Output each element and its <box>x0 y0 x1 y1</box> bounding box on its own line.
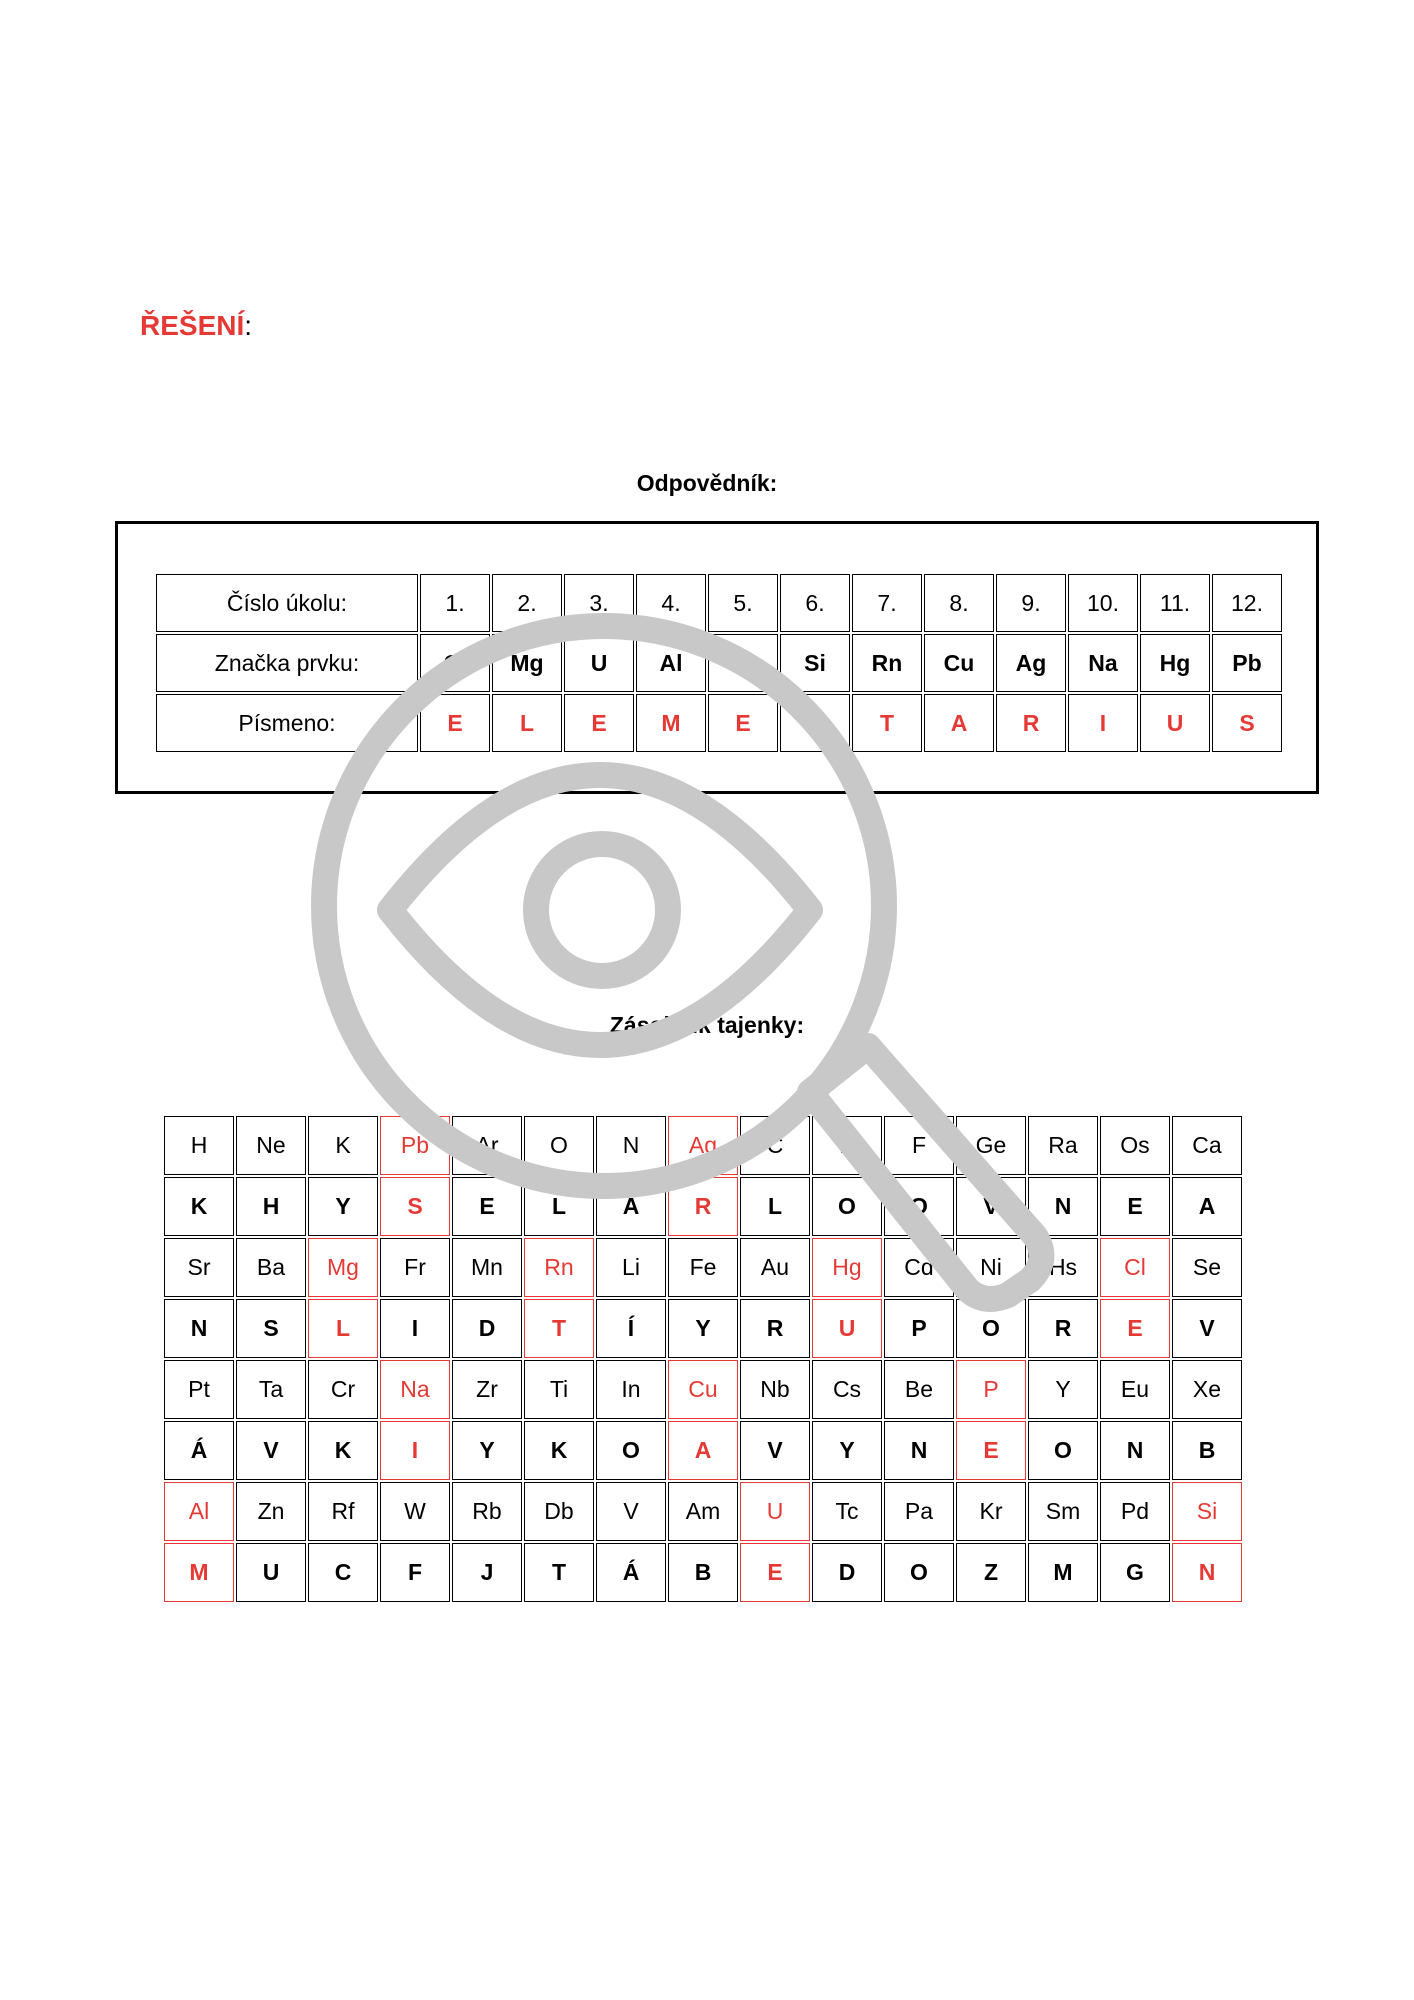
bank-element-cell: Rn <box>524 1238 594 1297</box>
element-symbol-cell: Rn <box>852 634 922 692</box>
bank-letter-cell: L <box>308 1299 378 1358</box>
element-symbol-cell: Cl <box>420 634 490 692</box>
bank-letter-cell: Í <box>596 1299 666 1358</box>
bank-letter-cell: H <box>236 1177 306 1236</box>
bank-element-cell: C <box>740 1116 810 1175</box>
bank-letter-cell: D <box>812 1543 882 1602</box>
task-number-cell: 3. <box>564 574 634 632</box>
bank-letter-cell: A <box>1172 1177 1242 1236</box>
letter-row <box>156 694 1282 752</box>
row-label: Písmeno: <box>156 694 418 752</box>
letter-cell: E <box>420 694 490 752</box>
solution-colon: : <box>244 310 253 341</box>
bank-element-cell: Os <box>1100 1116 1170 1175</box>
element-symbol-cell: Hg <box>1140 634 1210 692</box>
solution-label <box>140 310 252 342</box>
task-number-cell: 1. <box>420 574 490 632</box>
bank-letter-cell: C <box>308 1543 378 1602</box>
task-number-cell: 8. <box>924 574 994 632</box>
bank-element-cell: Cd <box>884 1238 954 1297</box>
element-symbol-row <box>156 634 1282 692</box>
bank-letter-cell: K <box>524 1421 594 1480</box>
bank-letter-cell: I <box>380 1421 450 1480</box>
bank-element-cell: Cr <box>308 1360 378 1419</box>
bank-element-row <box>164 1238 1242 1297</box>
bank-letter-cell: Y <box>668 1299 738 1358</box>
letter-cell: S <box>1212 694 1282 752</box>
bank-letter-cell: F <box>380 1543 450 1602</box>
bank-element-cell: Am <box>668 1482 738 1541</box>
bank-element-cell: Ba <box>236 1238 306 1297</box>
bank-letter-cell: D <box>452 1299 522 1358</box>
bank-letter-cell: O <box>884 1543 954 1602</box>
bank-element-cell: Y <box>1028 1360 1098 1419</box>
row-label: Číslo úkolu: <box>156 574 418 632</box>
bank-element-cell: Ge <box>956 1116 1026 1175</box>
task-number-cell: 5. <box>708 574 778 632</box>
bank-element-cell: Rf <box>308 1482 378 1541</box>
element-symbol-cell: U <box>564 634 634 692</box>
bank-element-cell: Cs <box>812 1360 882 1419</box>
answer-table <box>154 572 1284 754</box>
bank-element-cell: Sr <box>164 1238 234 1297</box>
bank-element-cell: Nb <box>740 1360 810 1419</box>
element-symbol-cell: Mg <box>492 634 562 692</box>
bank-element-cell: Al <box>164 1482 234 1541</box>
bank-letter-cell: Y <box>452 1421 522 1480</box>
bank-element-row <box>164 1482 1242 1541</box>
letter-cell: U <box>1140 694 1210 752</box>
bank-element-cell: P <box>956 1360 1026 1419</box>
bank-letter-cell: Á <box>596 1543 666 1602</box>
task-number-cell: 6. <box>780 574 850 632</box>
bank-element-cell: Kr <box>956 1482 1026 1541</box>
letter-cell: M <box>636 694 706 752</box>
bank-letter-cell: M <box>164 1543 234 1602</box>
bank-letter-cell: V <box>1172 1299 1242 1358</box>
bank-letter-cell: O <box>812 1177 882 1236</box>
bank-element-cell: H <box>164 1116 234 1175</box>
bank-letter-cell: L <box>740 1177 810 1236</box>
task-number-row <box>156 574 1282 632</box>
letter-cell: A <box>924 694 994 752</box>
bank-letter-cell: T <box>524 1543 594 1602</box>
element-symbol-cell: Si <box>780 634 850 692</box>
task-number-cell: 9. <box>996 574 1066 632</box>
bank-element-cell: Se <box>1172 1238 1242 1297</box>
bank-element-cell: Na <box>380 1360 450 1419</box>
bank-letter-cell: O <box>1028 1421 1098 1480</box>
bank-element-row <box>164 1360 1242 1419</box>
bank-letter-cell: G <box>1100 1543 1170 1602</box>
bank-letter-cell: P <box>884 1299 954 1358</box>
bank-letter-cell: V <box>740 1421 810 1480</box>
bank-letter-cell: A <box>596 1177 666 1236</box>
bank-element-cell: Ar <box>452 1116 522 1175</box>
bank-letter-cell: E <box>1100 1177 1170 1236</box>
bank-letter-cell: N <box>164 1299 234 1358</box>
bank-element-cell: Hs <box>1028 1238 1098 1297</box>
bank-element-cell: Zn <box>236 1482 306 1541</box>
bank-element-cell: Hg <box>812 1238 882 1297</box>
bank-element-cell: Pt <box>164 1360 234 1419</box>
bank-letter-cell: R <box>1028 1299 1098 1358</box>
bank-element-cell: Si <box>1172 1482 1242 1541</box>
bank-element-cell: U <box>740 1482 810 1541</box>
bank-element-cell: Ti <box>524 1360 594 1419</box>
element-symbol-cell: Al <box>636 634 706 692</box>
bank-element-cell: O <box>524 1116 594 1175</box>
letter-cell: L <box>492 694 562 752</box>
bank-element-cell: Au <box>740 1238 810 1297</box>
bank-element-cell: Pd <box>1100 1482 1170 1541</box>
bank-element-cell: Mn <box>452 1238 522 1297</box>
task-number-cell: 12. <box>1212 574 1282 632</box>
task-number-cell: 10. <box>1068 574 1138 632</box>
letter-cell: I <box>1068 694 1138 752</box>
element-symbol-cell: P <box>708 634 778 692</box>
bank-element-cell: Rb <box>452 1482 522 1541</box>
bank-element-cell: K <box>308 1116 378 1175</box>
bank-letter-cell: O <box>956 1299 1026 1358</box>
bank-letter-cell: N <box>1172 1543 1242 1602</box>
bank-letter-row <box>164 1299 1242 1358</box>
bank-element-cell: Fr <box>380 1238 450 1297</box>
bank-letter-cell: K <box>164 1177 234 1236</box>
bank-element-cell: Ca <box>1172 1116 1242 1175</box>
letter-cell: R <box>996 694 1066 752</box>
bank-letter-cell: R <box>740 1299 810 1358</box>
bank-element-cell: Ra <box>1028 1116 1098 1175</box>
element-symbol-cell: Ag <box>996 634 1066 692</box>
bank-element-cell: B <box>812 1116 882 1175</box>
bank-element-cell: Xe <box>1172 1360 1242 1419</box>
bank-letter-cell: Á <box>164 1421 234 1480</box>
bank-letter-cell: A <box>668 1421 738 1480</box>
bank-element-cell: Tc <box>812 1482 882 1541</box>
letter-cell: E <box>564 694 634 752</box>
bank-letter-cell: T <box>524 1299 594 1358</box>
bank-element-cell: Mg <box>308 1238 378 1297</box>
bank-letter-row <box>164 1421 1242 1480</box>
bank-letter-cell: O <box>884 1177 954 1236</box>
bank-element-cell: Eu <box>1100 1360 1170 1419</box>
bank-letter-cell: N <box>1100 1421 1170 1480</box>
bank-element-cell: Pa <box>884 1482 954 1541</box>
bank-element-cell: Db <box>524 1482 594 1541</box>
letter-cell: T <box>852 694 922 752</box>
bank-letter-row <box>164 1177 1242 1236</box>
bank-element-cell: In <box>596 1360 666 1419</box>
bank-element-cell: Cl <box>1100 1238 1170 1297</box>
bank-letter-cell: N <box>1028 1177 1098 1236</box>
bank-element-cell: Ta <box>236 1360 306 1419</box>
bank-element-cell: Ag <box>668 1116 738 1175</box>
letter-cell: E <box>708 694 778 752</box>
answer-sheet-title: Odpovědník: <box>636 470 778 496</box>
bank-element-cell: Li <box>596 1238 666 1297</box>
task-number-cell: 4. <box>636 574 706 632</box>
bank-element-cell: Sm <box>1028 1482 1098 1541</box>
bank-element-cell: Cu <box>668 1360 738 1419</box>
bank-letter-cell: E <box>956 1421 1026 1480</box>
task-number-cell: 2. <box>492 574 562 632</box>
bank-letter-cell: Y <box>812 1421 882 1480</box>
bank-letter-cell: V <box>956 1177 1026 1236</box>
bank-letter-cell: E <box>452 1177 522 1236</box>
bank-letter-cell: Y <box>308 1177 378 1236</box>
bank-letter-cell: B <box>668 1543 738 1602</box>
bank-letter-cell: J <box>452 1543 522 1602</box>
bank-letter-cell: E <box>1100 1299 1170 1358</box>
bank-element-cell: Zr <box>452 1360 522 1419</box>
bank-letter-cell: L <box>524 1177 594 1236</box>
element-symbol-cell: Cu <box>924 634 994 692</box>
element-symbol-cell: Na <box>1068 634 1138 692</box>
bank-element-cell: V <box>596 1482 666 1541</box>
bank-letter-cell: R <box>668 1177 738 1236</box>
bank-letter-cell: O <box>596 1421 666 1480</box>
bank-letter-cell: S <box>236 1299 306 1358</box>
bank-element-cell: Be <box>884 1360 954 1419</box>
solution-word: ŘEŠENÍ <box>140 310 245 341</box>
bank-letter-cell: U <box>812 1299 882 1358</box>
letter-cell: N <box>780 694 850 752</box>
bank-letter-cell: N <box>884 1421 954 1480</box>
bank-element-cell: Pb <box>380 1116 450 1175</box>
bank-title: Zásobník tajenky: <box>609 1012 805 1038</box>
bank-element-cell: W <box>380 1482 450 1541</box>
bank-letter-cell: E <box>740 1543 810 1602</box>
bank-element-cell: Fe <box>668 1238 738 1297</box>
task-number-cell: 11. <box>1140 574 1210 632</box>
bank-letter-cell: B <box>1172 1421 1242 1480</box>
bank-table <box>162 1114 1244 1604</box>
bank-letter-cell: M <box>1028 1543 1098 1602</box>
bank-letter-cell: U <box>236 1543 306 1602</box>
bank-letter-cell: Z <box>956 1543 1026 1602</box>
bank-element-cell: F <box>884 1116 954 1175</box>
row-label: Značka prvku: <box>156 634 418 692</box>
bank-element-row <box>164 1116 1242 1175</box>
bank-letter-cell: K <box>308 1421 378 1480</box>
task-number-cell: 7. <box>852 574 922 632</box>
bank-element-cell: N <box>596 1116 666 1175</box>
element-symbol-cell: Pb <box>1212 634 1282 692</box>
bank-element-cell: Ni <box>956 1238 1026 1297</box>
bank-letter-cell: S <box>380 1177 450 1236</box>
bank-letter-row <box>164 1543 1242 1602</box>
bank-letter-cell: I <box>380 1299 450 1358</box>
bank-element-cell: Ne <box>236 1116 306 1175</box>
bank-letter-cell: V <box>236 1421 306 1480</box>
